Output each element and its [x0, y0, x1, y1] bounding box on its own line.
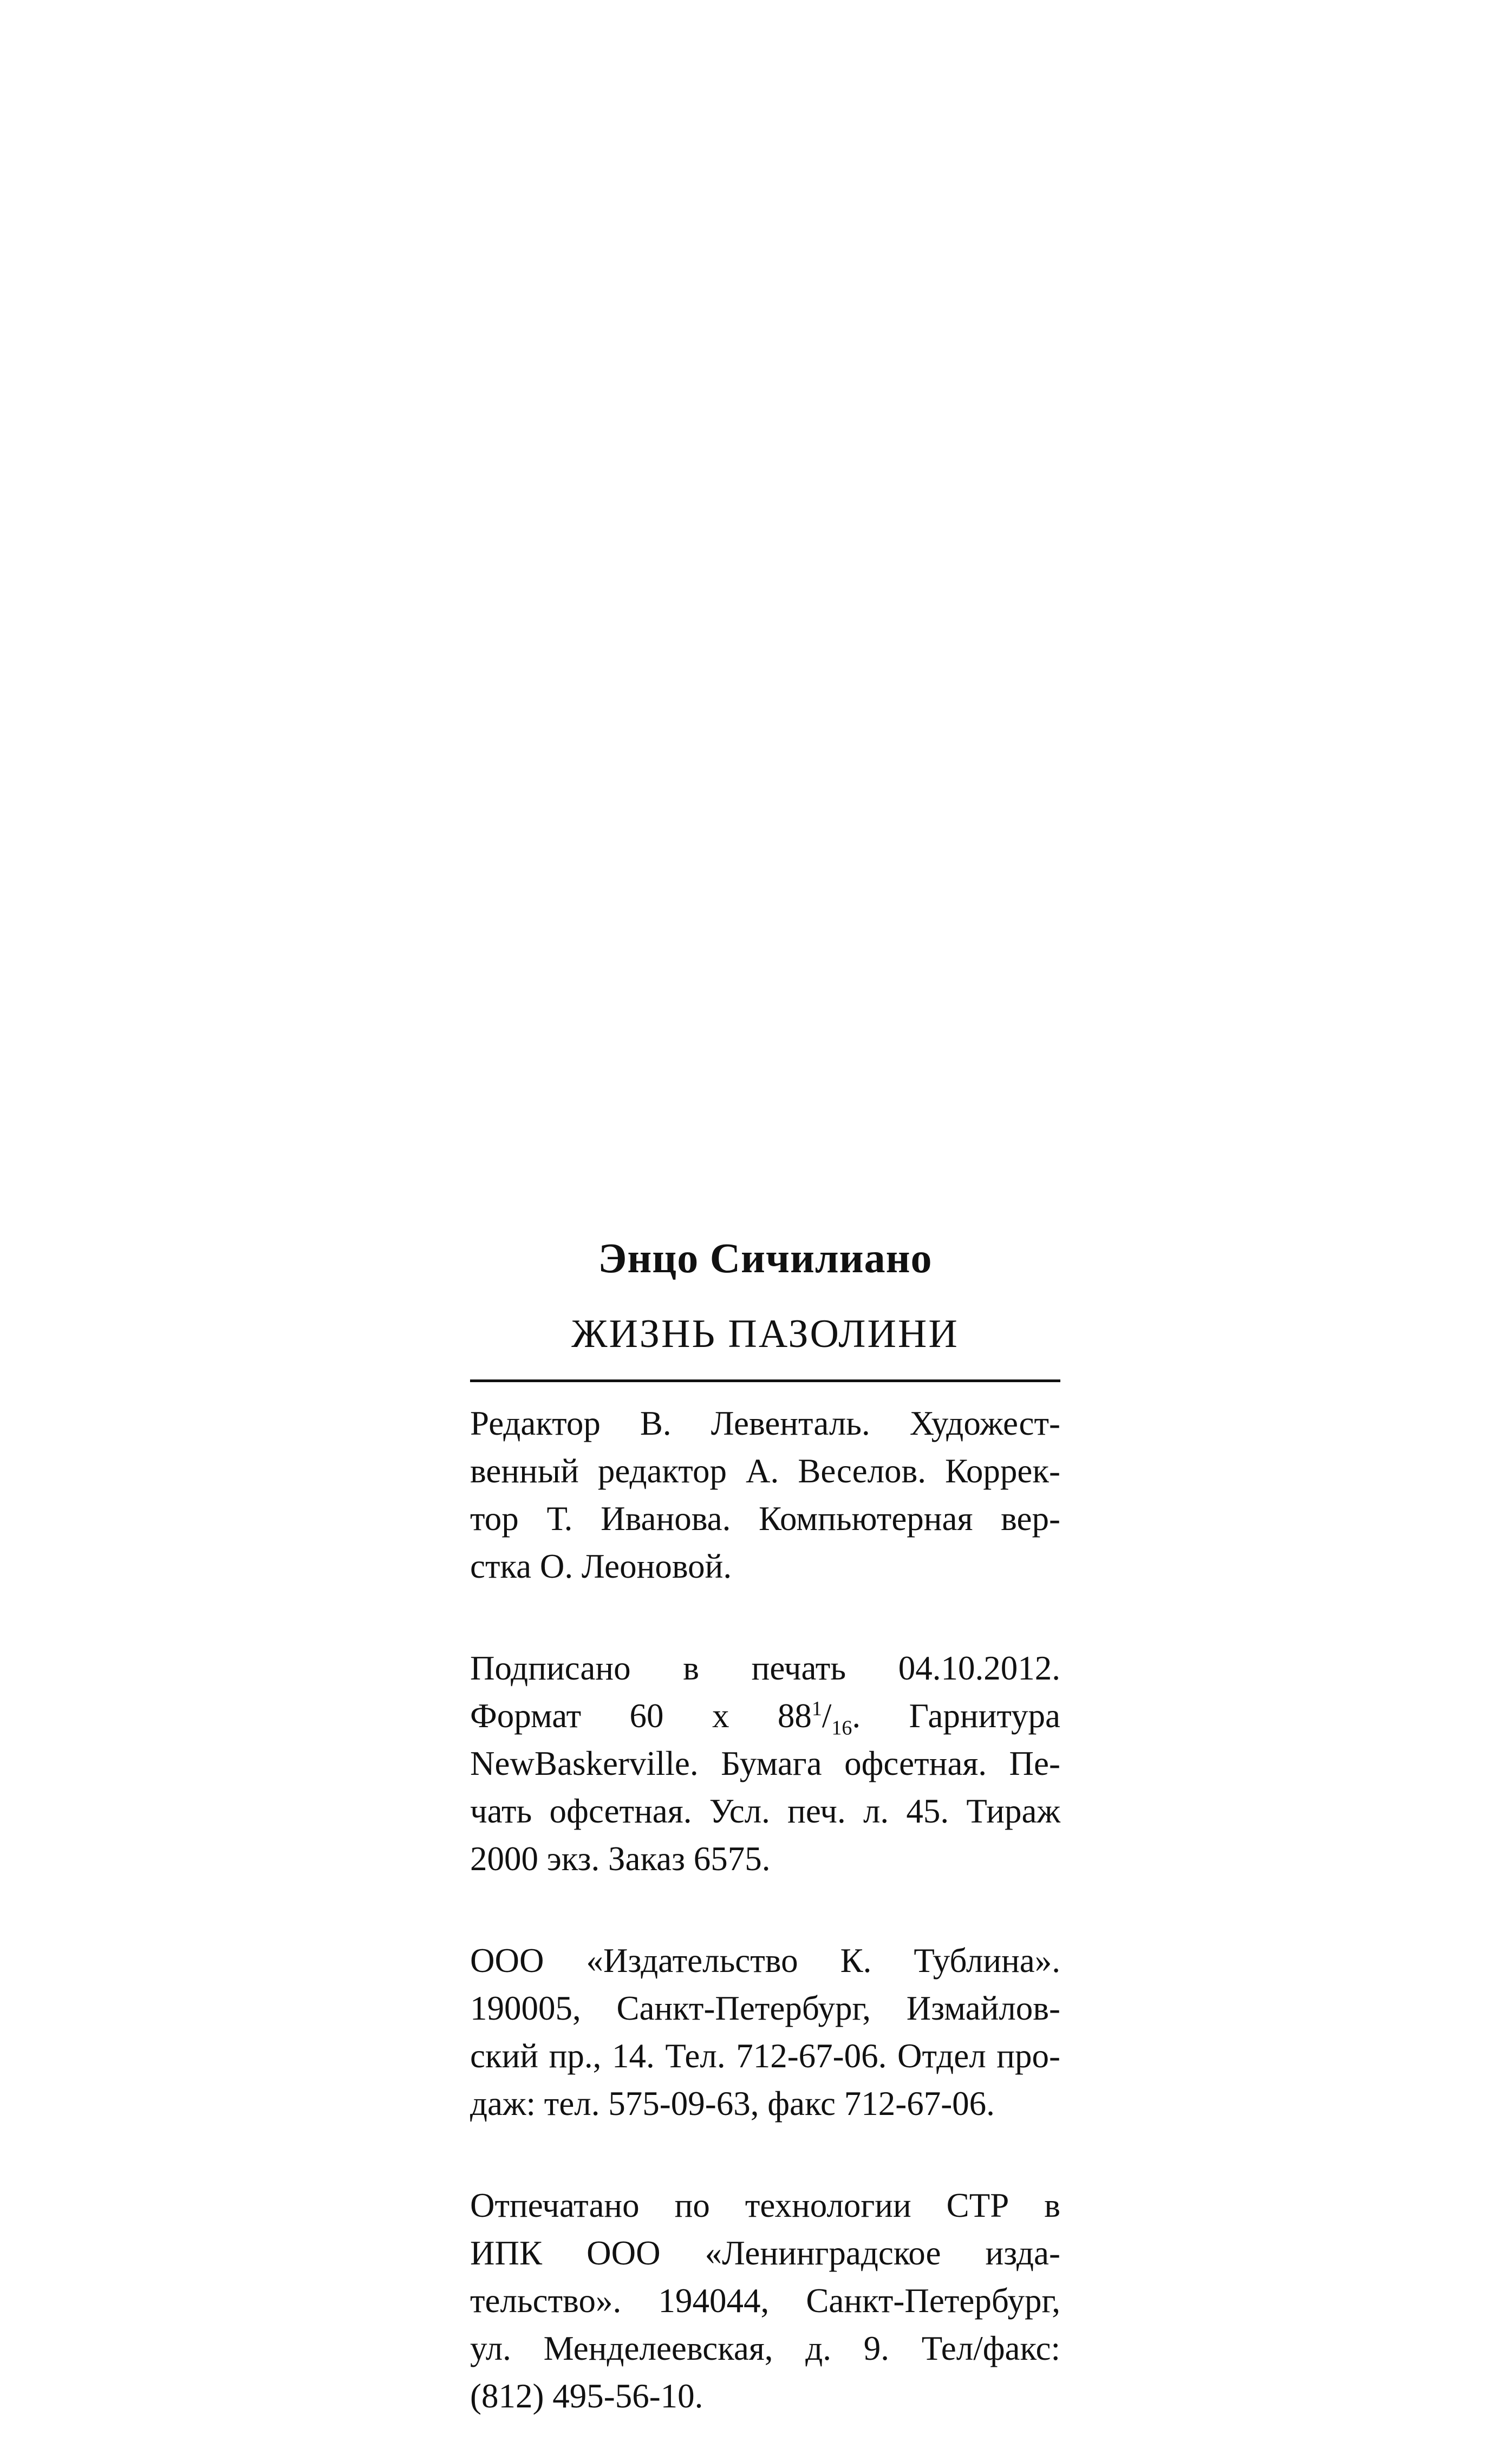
publisher-line: ский пр., 14. Тел. 712-67-06. Отдел про- [470, 2037, 1060, 2075]
publisher-line: даж: тел. 575-09-63, факс 712-67-06. [470, 2085, 995, 2123]
publisher-block [470, 1937, 1060, 2127]
credits-line: венный редактор А. Веселов. Коррек- [470, 1452, 1060, 1490]
format-denominator: 16 [831, 1716, 852, 1740]
book-title: ЖИЗНЬ ПАЗОЛИНИ [571, 1312, 959, 1356]
typeface-line: NewBaskerville. Бумага офсетная. Пе- [470, 1744, 1060, 1782]
format-numerator: 1 [811, 1697, 822, 1720]
credits-line: тор Т. Иванова. Компьютерная вер- [470, 1500, 1060, 1538]
credits-block [470, 1399, 1060, 1590]
signed-to-print-line: Подписано в печать 04.10.2012. [470, 1649, 1060, 1687]
printer-line: ул. Менделеевская, д. 9. Тел/факс: [470, 2329, 1060, 2367]
printing-info-block [470, 1644, 1060, 1883]
format-line [470, 1692, 1060, 1740]
publisher-line: 190005, Санкт-Петербург, Измайлов- [470, 1989, 1060, 2027]
publisher-line: ООО «Издательство К. Тублина». [470, 1942, 1060, 1980]
credits-line: стка О. Леоновой. [470, 1547, 732, 1585]
printer-line: ИПК ООО «Ленинградское изда- [470, 2234, 1060, 2272]
order-line: 2000 экз. Заказ 6575. [470, 1840, 771, 1878]
printer-block [470, 2182, 1060, 2420]
format-slash: / [822, 1697, 832, 1735]
format-prefix: Формат 60 x 88 [470, 1697, 812, 1735]
print-run-line: чать офсетная. Усл. печ. л. 45. Тираж [470, 1792, 1060, 1830]
printer-line: Отпечатано по технологии СТР в [470, 2186, 1060, 2224]
printer-line: тельство». 194044, Санкт-Петербург, [470, 2282, 1060, 2320]
printer-line: (812) 495-56-10. [470, 2377, 703, 2415]
author-name: Энцо Сичилиано [598, 1234, 933, 1281]
colophon [470, 1232, 1060, 2420]
title-divider [470, 1379, 1060, 1382]
format-suffix: . Гарнитура [852, 1697, 1060, 1735]
credits-line: Редактор В. Левенталь. Художест- [470, 1404, 1060, 1442]
